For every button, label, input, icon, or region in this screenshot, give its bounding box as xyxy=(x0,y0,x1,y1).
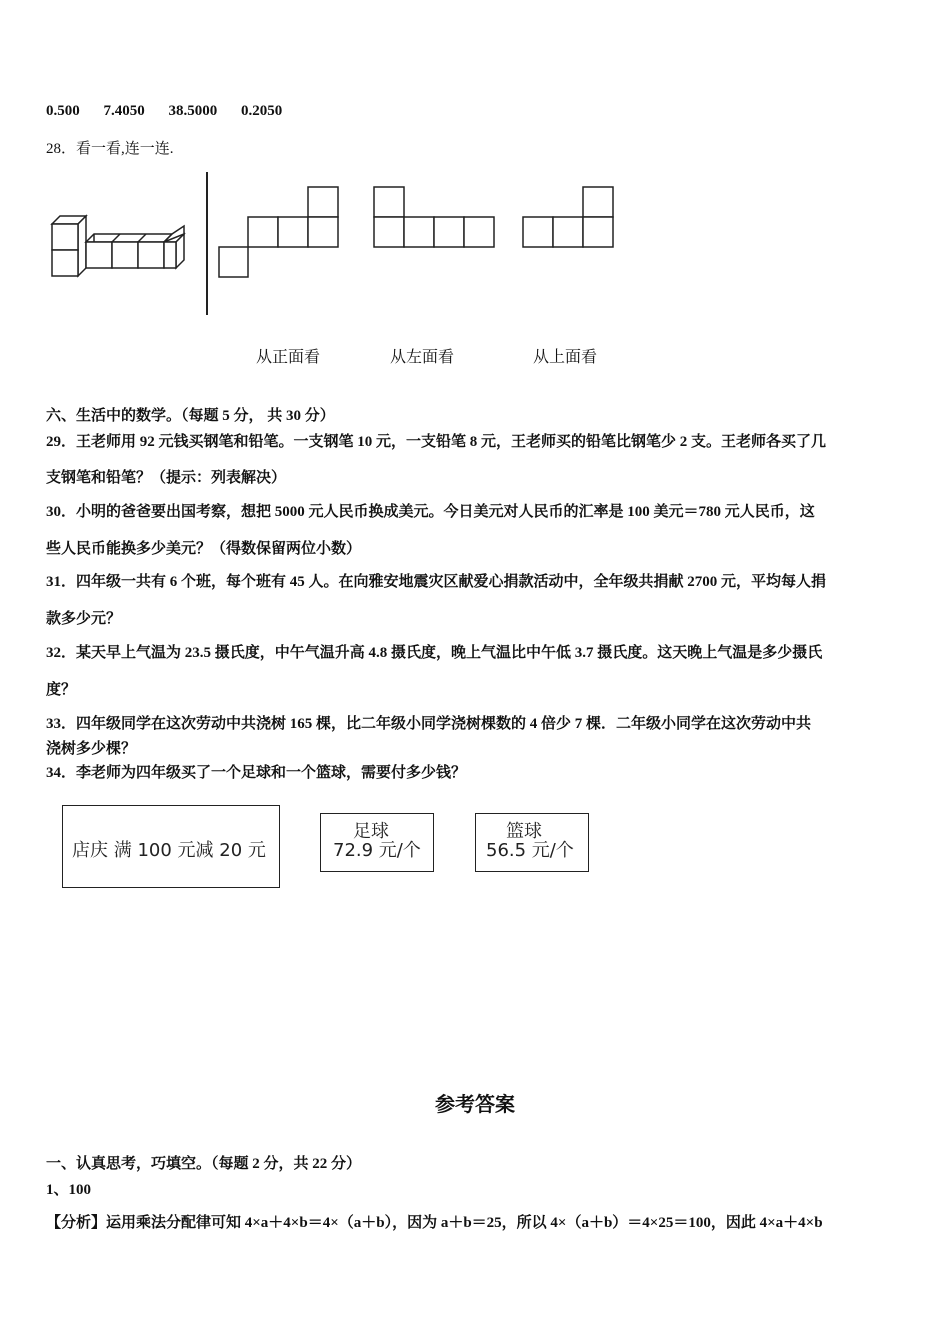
question-32-line2: 度？ xyxy=(46,682,77,698)
basketball-price-box xyxy=(475,813,589,872)
question-31-line1: 31．四年级一共有 6 个班，每个班有 45 人。在向雅安地震灾区献爱心捐款活动中，全年级共捐献 2700 元，平均每人捐 xyxy=(46,574,827,590)
question-29-line1: 29．王老师用 92 元钱买钢笔和铅笔。一支钢笔 10 元，一支铅笔 8 元，王老师买的铅笔比钢笔少 2 支。王老师各买了几 xyxy=(46,434,827,450)
left-view-grid xyxy=(372,185,498,249)
football-price: 72.9 元/个 xyxy=(333,840,421,861)
vertical-divider xyxy=(206,172,208,315)
number-item: 7.4050 xyxy=(103,103,145,119)
promo-box xyxy=(62,805,280,888)
question-30-line1: 30．小明的爸爸要出国考察，想把 5000 元人民币换成美元。今日美元对人民币的汇率是 100 美元＝780 元人民币，这 xyxy=(46,504,815,520)
question-31-line2: 款多少元？ xyxy=(46,611,122,627)
basketball-label: 篮球 xyxy=(506,821,542,842)
number-item: 0.2050 xyxy=(241,103,283,119)
question-33-line2: 浇树多少棵？ xyxy=(46,741,137,757)
question-28: 28．看一看,连一连. xyxy=(46,141,174,157)
promo-text: 店庆 满 100 元减 20 元 xyxy=(72,840,266,861)
number-item: 38.5000 xyxy=(168,103,218,119)
question-30-line2: 些人民币能换多少美元？（得数保留两位小数） xyxy=(46,541,362,557)
caption-front-view: 从正面看 xyxy=(256,347,321,366)
front-view-grid xyxy=(218,185,342,279)
answers-section-1-heading: 一、认真思考，巧填空。（每题 2 分，共 22 分） xyxy=(46,1156,362,1172)
football-price-box xyxy=(320,813,434,872)
question-32-line1: 32．某天早上气温为 23.5 摄氏度，中午气温升高 4.8 摄氏度，晚上气温比中午低 3.7 摄氏度。这天晚上气温是多少摄氏 xyxy=(46,645,823,661)
caption-left-view: 从左面看 xyxy=(390,347,455,366)
decimal-numbers-row xyxy=(46,103,302,120)
answer-1-analysis: 【分析】运用乘法分配律可知 4×a＋4×b＝4×（a＋b），因为 a＋b＝25，所以 4×（a＋b）＝4×25＝100，因此 4×a＋4×b xyxy=(46,1215,823,1231)
football-label: 足球 xyxy=(353,821,389,842)
question-34: 34．李老师为四年级买了一个足球和一个篮球，需要付多少钱？ xyxy=(46,765,467,781)
basketball-price: 56.5 元/个 xyxy=(486,840,574,861)
cube-assembly-figure xyxy=(46,208,186,280)
answer-1: 1、100 xyxy=(46,1182,92,1198)
answers-title: 参考答案 xyxy=(435,1094,515,1116)
question-29-line2: 支钢笔和铅笔？（提示：列表解决） xyxy=(46,470,287,486)
caption-top-view: 从上面看 xyxy=(533,347,598,366)
number-item: 0.500 xyxy=(46,103,80,119)
question-33-line1: 33．四年级同学在这次劳动中共浇树 165 棵，比二年级小同学浇树棵数的 4 倍少 7 棵．二年级小同学在这次劳动中共 xyxy=(46,716,812,732)
top-view-grid xyxy=(521,185,617,249)
section-6-heading: 六、生活中的数学。（每题 5 分， 共 30 分） xyxy=(46,408,335,424)
